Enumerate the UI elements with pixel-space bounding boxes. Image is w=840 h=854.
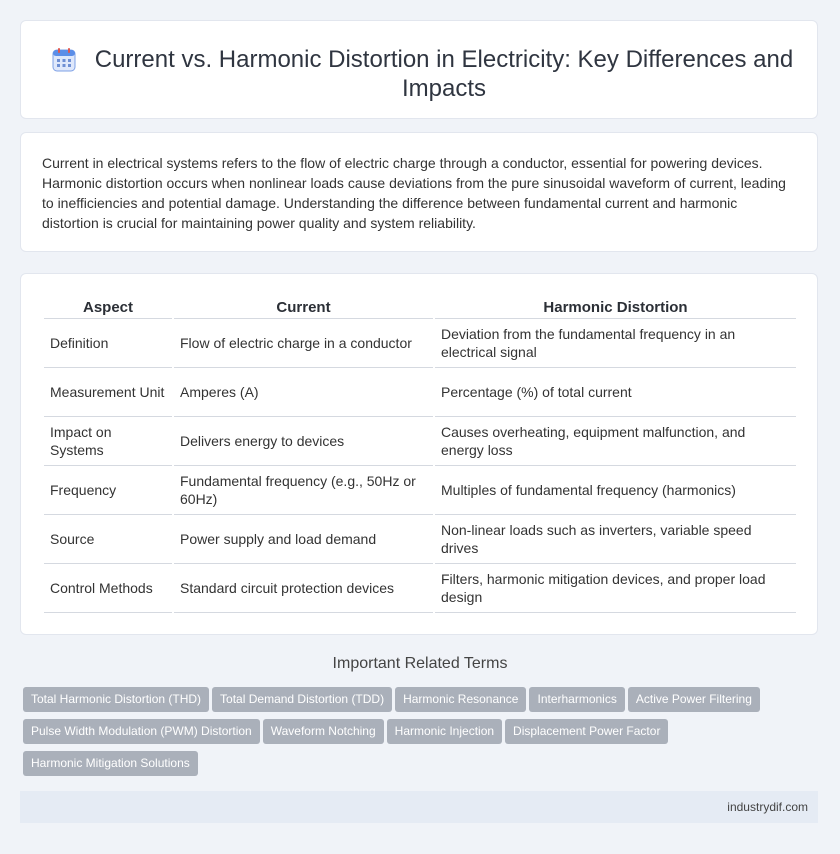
row-current: Delivers energy to devices: [174, 417, 433, 466]
intro-text: Current in electrical systems refers to the flow of electric charge through a conductor, essential for powering devices. Harmonic distortion occurs when nonlinear loads cause deviations from the pure sinusoidal waveform of current, leading to inefficiencies and potential damage. Understanding the difference between fundamental current and harmonic distortion is crucial for maintaining power quality and system reliability.: [42, 155, 786, 231]
related-terms-list: [23, 687, 803, 783]
related-term-tag[interactable]: Harmonic Mitigation Solutions: [23, 751, 198, 776]
table-row: [44, 466, 796, 515]
row-aspect: Source: [44, 515, 172, 564]
related-term-tag[interactable]: Total Harmonic Distortion (THD): [23, 687, 209, 712]
header-aspect: Aspect: [44, 296, 172, 319]
row-harmonic: Filters, harmonic mitigation devices, and proper load design: [435, 564, 796, 613]
table-row: [44, 564, 796, 613]
related-term-tag[interactable]: Waveform Notching: [263, 719, 384, 744]
header-current: Current: [174, 296, 433, 319]
related-term-tag[interactable]: Harmonic Resonance: [395, 687, 526, 712]
comparison-table: [42, 296, 798, 613]
row-current: Standard circuit protection devices: [174, 564, 433, 613]
table-row: [44, 515, 796, 564]
row-aspect: Frequency: [44, 466, 172, 515]
footer-site[interactable]: industrydif.com: [727, 800, 808, 814]
table-row: [44, 417, 796, 466]
intro-card: [20, 132, 818, 252]
row-current: Amperes (A): [174, 368, 433, 417]
related-term-tag[interactable]: Interharmonics: [529, 687, 624, 712]
row-harmonic: Deviation from the fundamental frequency in an electrical signal: [435, 319, 796, 368]
row-current: Power supply and load demand: [174, 515, 433, 564]
header-harmonic-distortion: Harmonic Distortion: [435, 296, 796, 319]
row-aspect: Measurement Unit: [44, 368, 172, 417]
calendar-grid-icon: [51, 47, 77, 73]
table-row: [44, 368, 796, 417]
related-term-tag[interactable]: Pulse Width Modulation (PWM) Distortion: [23, 719, 260, 744]
row-current: Fundamental frequency (e.g., 50Hz or 60Hz): [174, 466, 433, 515]
row-aspect: Impact on Systems: [44, 417, 172, 466]
related-terms-heading: Important Related Terms: [332, 655, 508, 672]
row-harmonic: Non-linear loads such as inverters, variable speed drives: [435, 515, 796, 564]
page-title: Current vs. Harmonic Distortion in Electricity: Key Differences and Impacts: [94, 46, 794, 102]
related-term-tag[interactable]: Harmonic Injection: [387, 719, 502, 744]
table-header-row: [44, 296, 796, 319]
row-current: Flow of electric charge in a conductor: [174, 319, 433, 368]
comparison-card: [20, 273, 818, 635]
row-harmonic: Percentage (%) of total current: [435, 368, 796, 417]
table-row: [44, 319, 796, 368]
row-aspect: Definition: [44, 319, 172, 368]
related-term-tag[interactable]: Active Power Filtering: [628, 687, 760, 712]
title-card: [20, 20, 818, 119]
related-term-tag[interactable]: Displacement Power Factor: [505, 719, 668, 744]
row-harmonic: Multiples of fundamental frequency (harmonics): [435, 466, 796, 515]
related-term-tag[interactable]: Total Demand Distortion (TDD): [212, 687, 392, 712]
footer: [20, 791, 818, 823]
row-aspect: Control Methods: [44, 564, 172, 613]
row-harmonic: Causes overheating, equipment malfunction, and energy loss: [435, 417, 796, 466]
